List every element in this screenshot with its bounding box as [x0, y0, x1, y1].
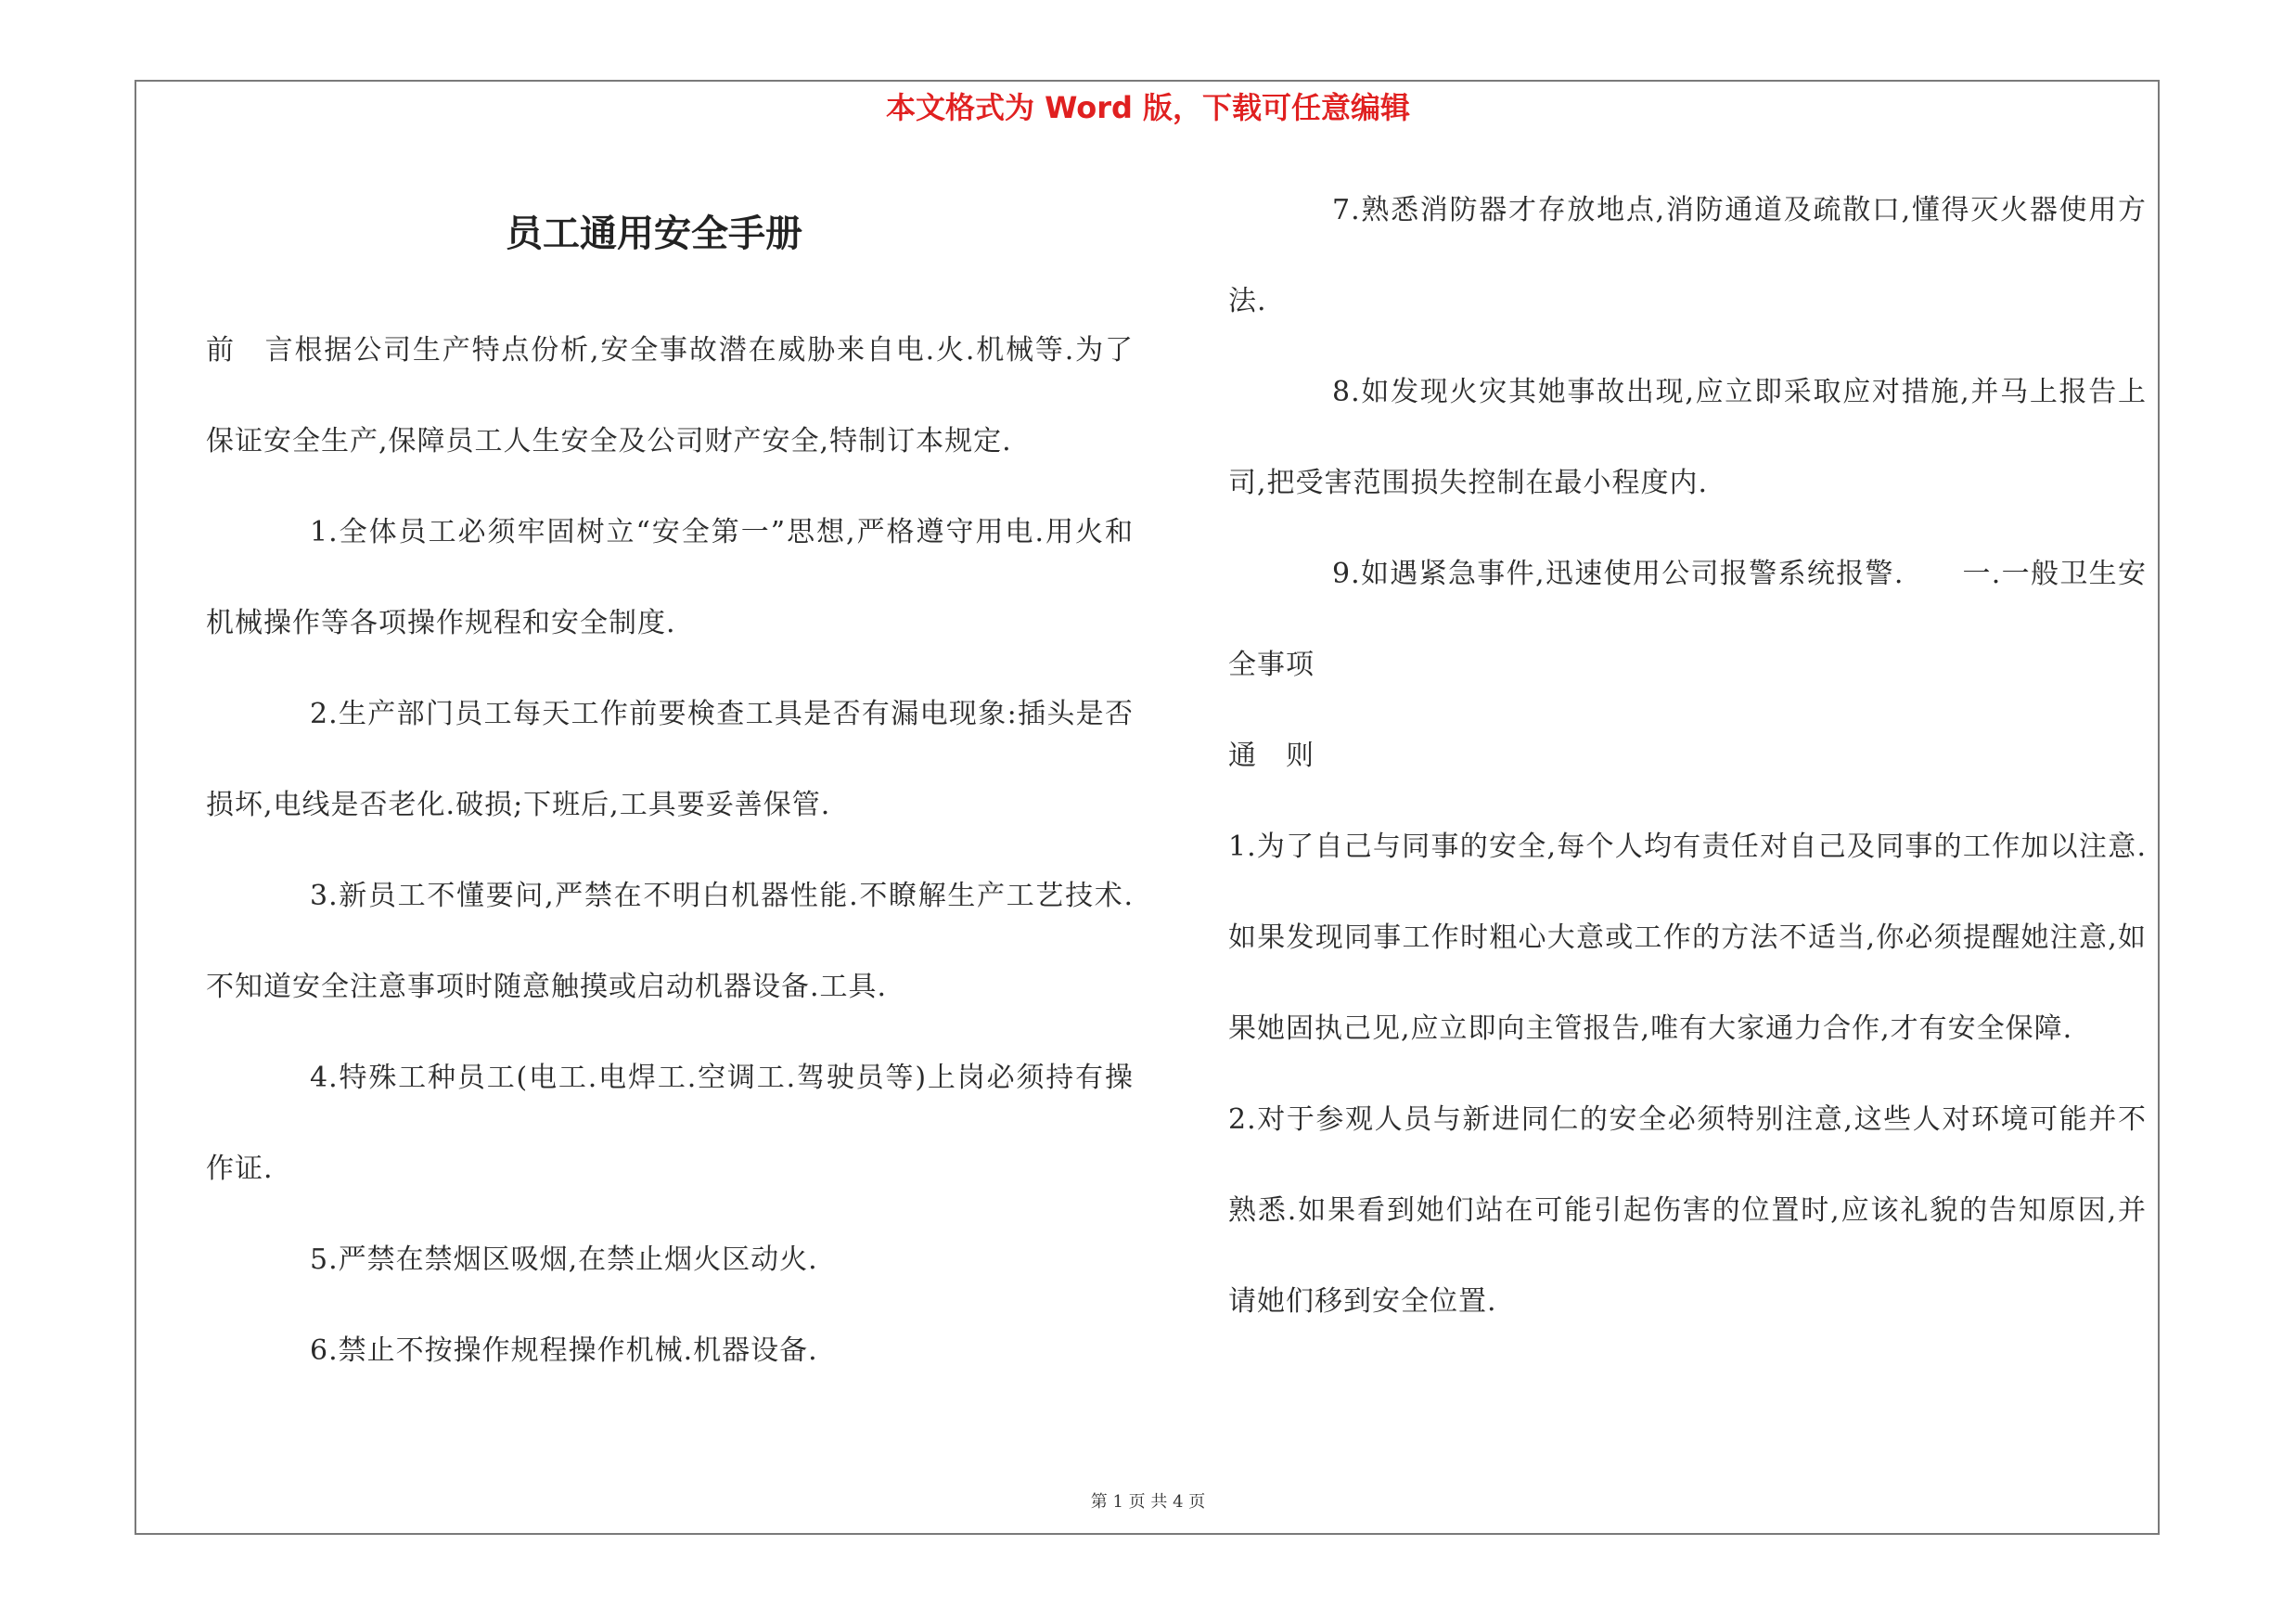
document-title: 员工通用安全手册: [506, 212, 802, 255]
right-column: [1228, 165, 2147, 1347]
rule-paragraph: 2.生产部门员工每天工作前要検查工具是否有漏电现象:插头是否损坏,电线是否老化.破损;下班后,工具要妥善保管.: [206, 698, 1134, 821]
rule-paragraph: 5.严禁在禁烟区吸烟,在禁止烟火区动火.: [310, 1243, 818, 1276]
rule-paragraph: 8.如发现火灾其她事故出现,应立即采取应对措施,并马上报告上司,把受害范围损失控制在最小程度内.: [1228, 376, 2147, 499]
rule-paragraph: 1.全体员工必须牢固树立“安全第一”思想,严格遵守用电.用火和机械操作等各项操作规程和安全制度.: [206, 516, 1134, 639]
general-rule-paragraph: 2.对于参观人员与新进同仁的安全必须特别注意,这些人对环境可能并不熟悉.如果看到她们站在可能引起伤害的位置时,应该礼貌的告知原因,并请她们移到安全位置.: [1228, 1103, 2147, 1318]
rule-paragraph: 4.特殊工种员工(电工.电焊工.空调工.驾驶员等)上岗必须持有操作证.: [206, 1062, 1134, 1185]
left-column: [206, 305, 1134, 1397]
rule-paragraph: 7.熟悉消防器才存放地点,消防通道及疏散口,懂得灭火器使用方法.: [1228, 194, 2147, 317]
rule-paragraph: 6.禁止不按操作规程操作机械.机器设备.: [310, 1334, 818, 1367]
rule-paragraph: 3.新员工不懂要问,严禁在不明白机器性能.不瞭解生产工艺技术.不知道安全注意事项时随意触摸或启动机器设备.工具.: [206, 880, 1134, 1003]
preface-paragraph: 前 言根据公司生产特点份析,安全事故潜在威胁来自电.火.机械等.为了保证安全生产,保障员工人生安全及公司财产安全,特制订本规定.: [206, 334, 1134, 457]
general-rule-paragraph: 1.为了自己与同事的安全,每个人均有责任对自己及同事的工作加以注意.如果发现同事工作时粗心大意或工作的方法不适当,你必须提醒她注意,如果她固执己见,应立即向主管报告,唯有大家通力合作,才有安全保障.: [1228, 831, 2147, 1045]
rule-paragraph: 9.如遇紧急事件,迅速使用公司报警系统报警. 一.一般卫生安全事项: [1228, 558, 2147, 681]
section-heading: 通 则: [1228, 740, 1315, 772]
page-number-footer: 第 1 页 共 4 页: [1090, 1492, 1206, 1512]
format-banner: 本文格式为 Word 版，下载可任意编辑: [885, 90, 1411, 125]
